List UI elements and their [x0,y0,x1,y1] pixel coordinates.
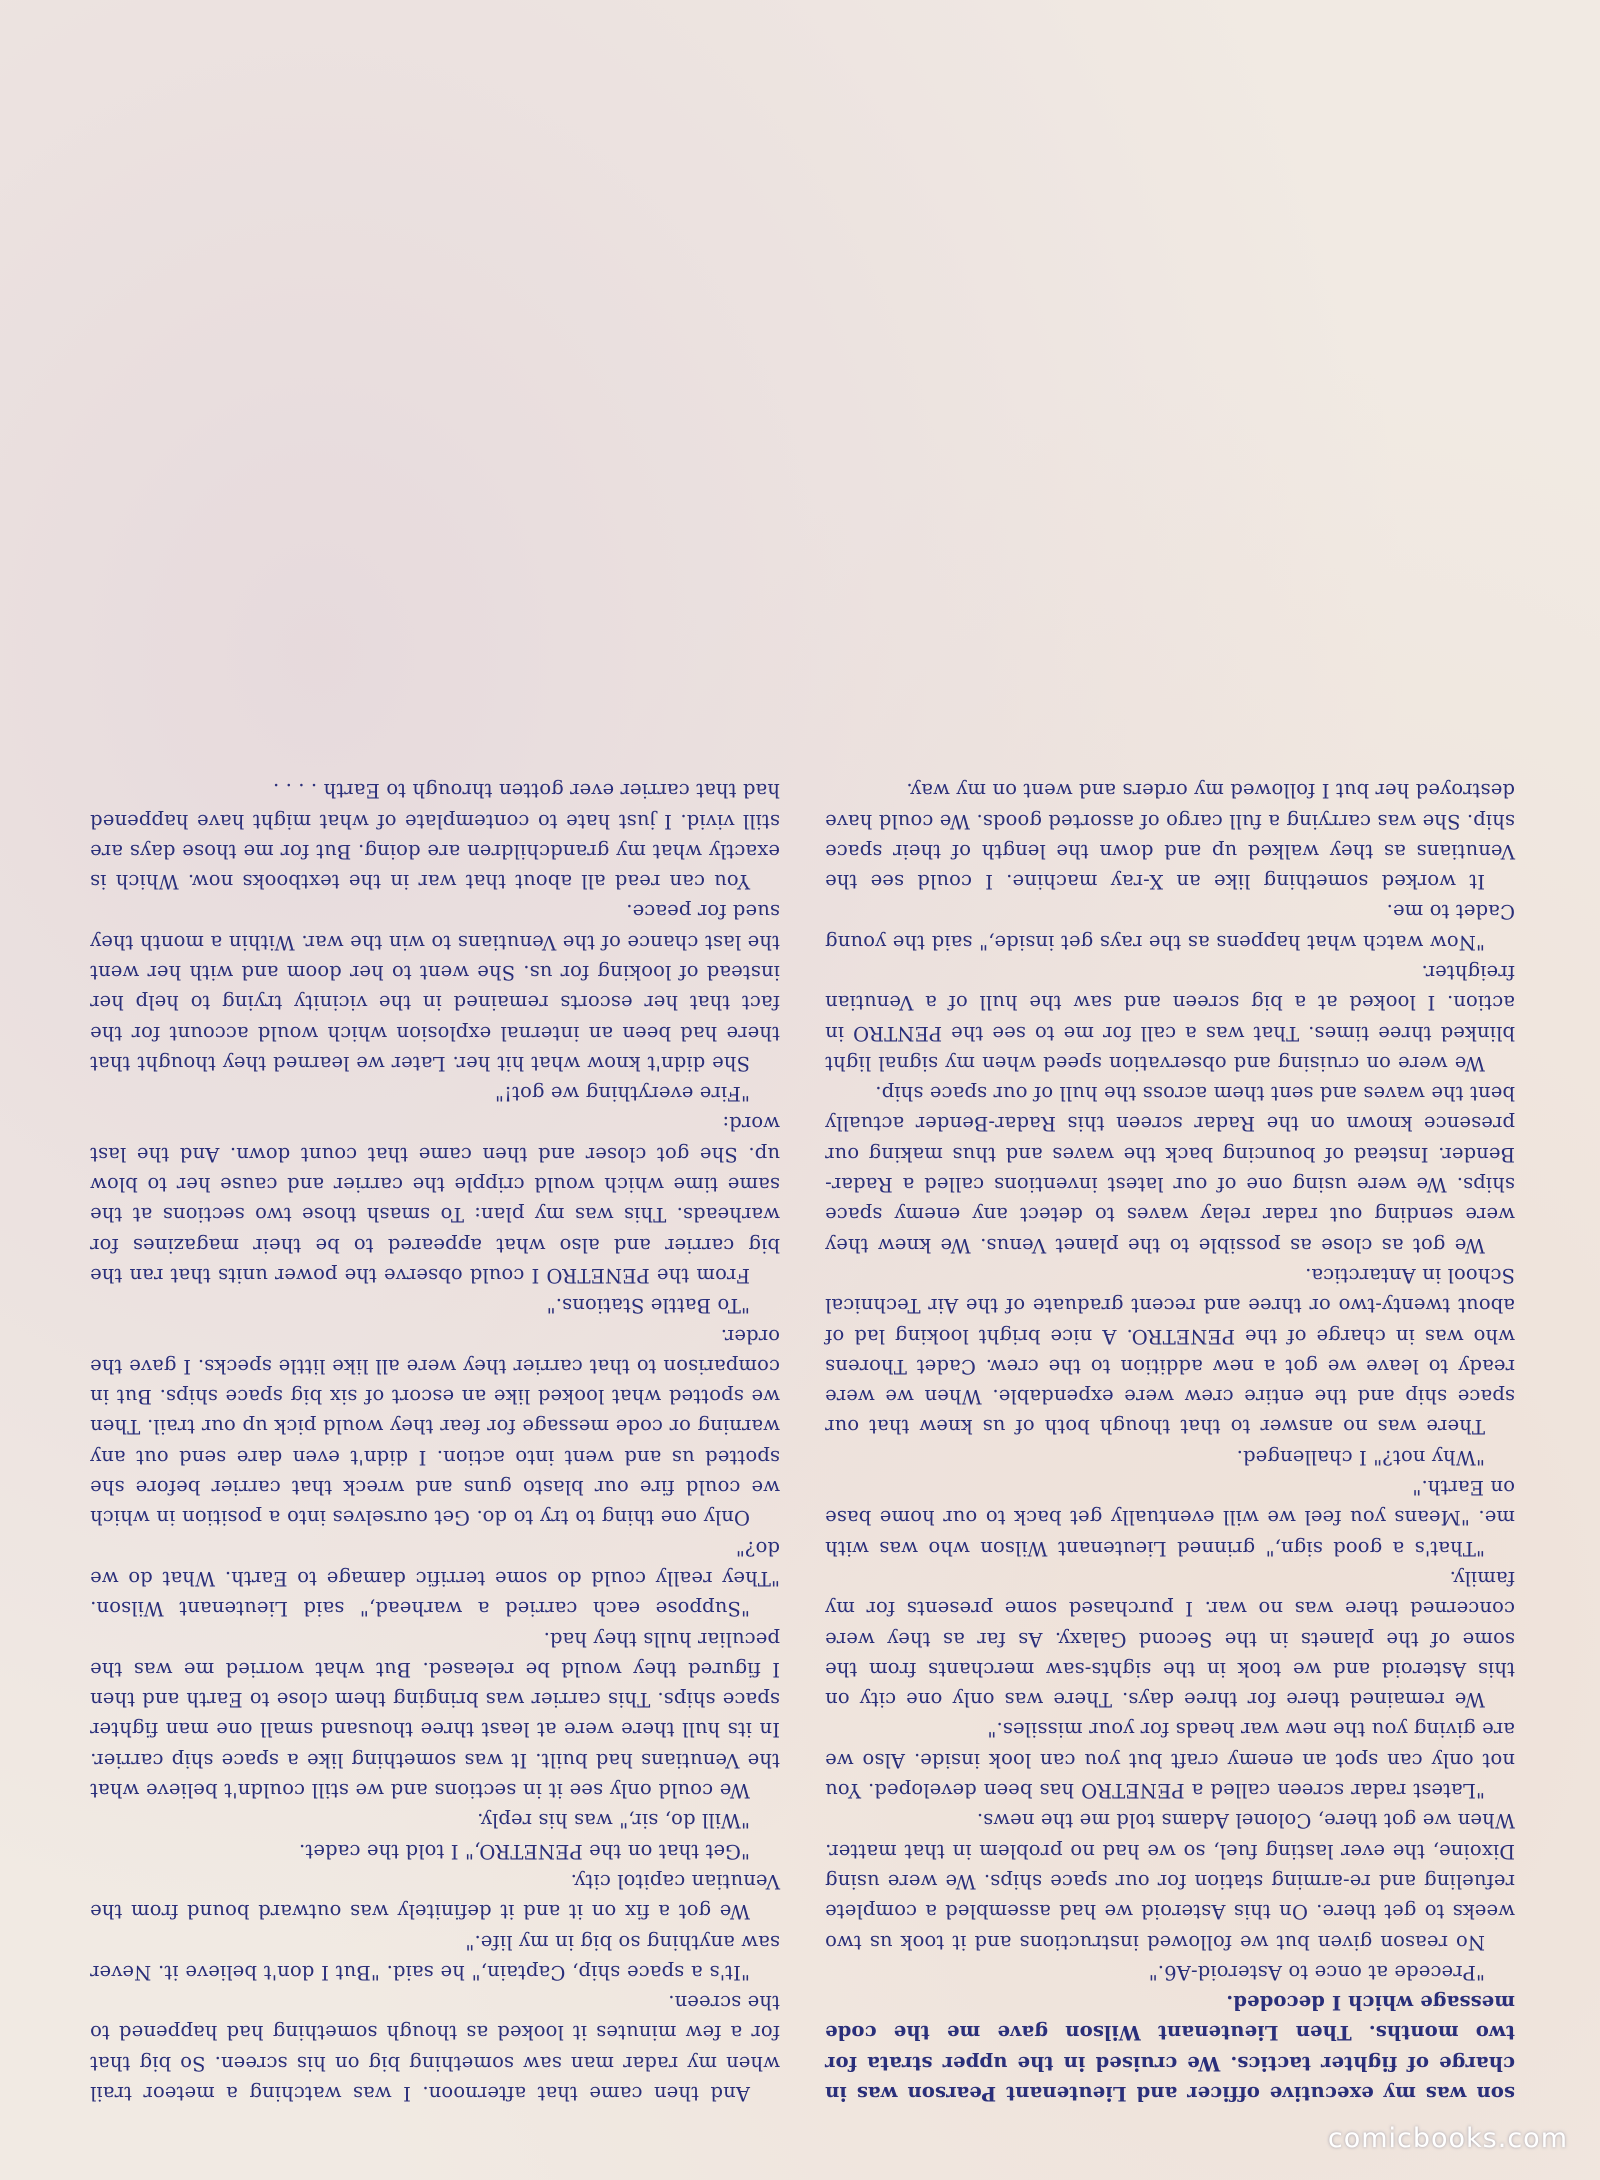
paragraph: She didn't know what hit her. Later we learned they thought that there had been an internal explosion which would account for the fact that her escorts remained in the vicinity trying to help her instead of looking for us. She went to her doom and with her went the last chance of the Venutians to win the war. Within a month they sued for peace. [90,900,780,1075]
paragraph: There was no answer to that though both of us knew that our space ship and the entire crew were expendable. When we were ready to leave we got a new addition to the crew. Cadet Thorens who was in charge of the PENETRO. A nice bright looking lad of about twenty-two or three and recent graduate of the Air Technical School in Antarctica. [825,1263,1515,1439]
text-column-2 [90,775,780,2108]
paragraph: Only one thing to try to do. Get ourselves into a position in which we could fire our blasto guns and wreck that carrier before she spotted us and went into action. I didn't even dare send out any warning or code message for fear they would pick up our trail. Then we spotted what looked like an escort of six big space ships. But in comparison to that carrier they were all like little specks. I gave the order. [90,1324,780,1530]
paragraph: "Get that on the PENETRO," I told the cadet. [298,1839,750,1863]
site-watermark: comicbooks.com [1327,2123,1568,2154]
text-column-1 [825,775,1515,2108]
paragraph: We were on cruising and observation speed when my signal light blinked three times. That was a call for me to see the PENTRO in action. I looked at a big screen and saw the hull of a Venutian freighter. [825,961,1515,1075]
paragraph: No reason given but we followed instructions and it took us two weeks to get there. On this Asteroid we had assembled a complete refueling and re-arming station for our space ships. We were using Dixoine, the ever lasting fuel, so we had no problem in that matter. When we got there, Colonel Adams told me the news. [825,1809,1515,1954]
paragraph: "To Battle Stations." [546,1294,750,1318]
paragraph: We could only see it in sections and we still couldn't believe what the Venutians had built. It was something like a space ship carrier. In its hull there were at least three thousand small one man fighter space ships. This carrier was bringing them close to Earth and then I figured they would be released. But what worried me was the peculiar hulls they had. [90,1627,780,1803]
paragraph: You can read all about that war in the textbooks now. Which is exactly what my grandchildren are doing. But for me those days are still vivid. I just hate to contemplate of what might have happened had that carrier ever gotten through to Earth . . . . [90,779,780,894]
paragraph: And then came that afternoon. I was watching a meteor trail when my radar man saw something big on his screen. So big that for a few minutes it looked as though something had happened to the screen. [90,1991,780,2105]
paragraph: It worked something like an X-ray machine. I could see the Venutians as they walked up and down the length of their space ship. She was carrying a full cargo of assorted goods. We could have destroyed her but I followed my orders and went on my way. [824,779,1515,894]
paragraph: We remained there for three days. There was only one city on this Asteroid and we took in the sights-saw merchants from the some of the planets in the Second Galaxy. As far as they were concerned there was no war. I purchased some presents for my family. [825,1566,1515,1712]
paragraph: We got a fix on it and it definitely was outward bound from the Venutian capitol city. [90,1869,780,1924]
paragraph: "Precede at once to Asteroid-A6." [1148,1960,1485,1984]
paragraph: "Why not?" I challenged. [1236,1445,1485,1469]
paragraph: "Latest radar screen called a PENETRO has been developed. You not only can spot an enemy craft but you can look inside. Also we are giving you the new war heads for your missiles." [825,1718,1515,1803]
paragraph: "Now watch what happens as the rays get inside," said the young Cadet to me. [825,900,1515,954]
paragraph: "Suppose each carried a warhead," said Lieutenant Wilson. "They really could do some terrific damage to Earth. What do we do?" [90,1536,780,1621]
paragraph: "Will do, sir," was his reply. [476,1809,750,1833]
paragraph: "That's a good sign," grinned Lieutenant Wilson who was with me. "Means you feel we will eventually get back to our home base on Earth." [825,1476,1515,1560]
paragraph: We got as close as possible to the planet Venus. We knew they were sending out radar relay waves to detect any enemy space ships. We were using one of our latest inventions called a Radar-Bender. Instead of bouncing back the waves and thus making our presence known on the Radar screen this Radar-Bender actually bent the waves and sent them across the hull of our space ship. [825,1082,1515,1257]
paragraph: son was my executive officer and Lieutenant Pearson was in charge of fighter tactics. We cruised in the upper strata for two months. Then Lieutenant Wilson gave me the code message which I decoded. [825,1991,1515,2105]
paragraph: "It's a space ship, Captain," he said. "But I don't believe it. Never saw anything so big in my life." [90,1930,780,1984]
paragraph: "Fire everything we got!" [494,1082,750,1106]
paragraph: From the PENETRO I could observe the power units that ran the big carrier and also what appeared to be their magazines for warheads. This was my plan: To smash those two sections at the same time which would cripple the carrier and cause her to blow up. She got closer and then came that count down. And the last word: [90,1112,780,1287]
